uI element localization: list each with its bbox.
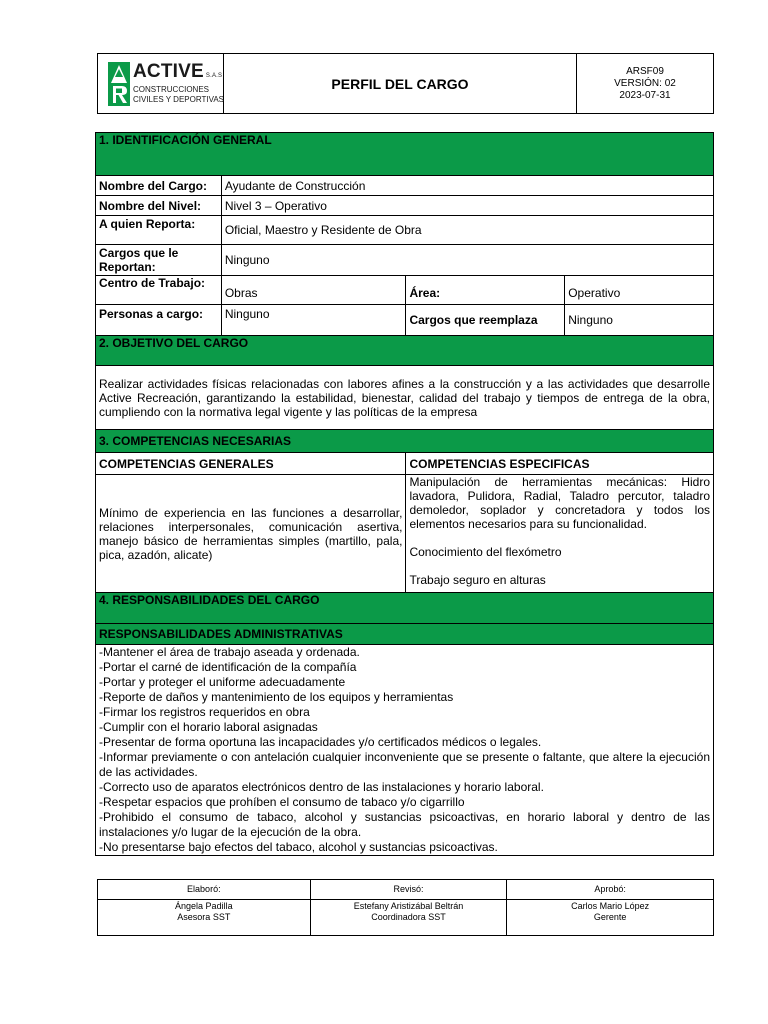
objective-text: Realizar actividades físicas relacionadas con labores afines a la construcción y a las actividades que desarrolle Active Recreación, garantizando la estabilidad, bienestar, calidad del trabajo y tiempos de entrega de la obra, cumpliendo con la normativa legal vigente y las políticas de la empresa <box>96 366 714 430</box>
section-identification-title: 1. IDENTIFICACIÓN GENERAL <box>96 133 714 176</box>
row-personas-cargo <box>96 305 714 336</box>
value-centro-trabajo: Obras <box>221 276 406 305</box>
label-cargos-reportan: Cargos que le Reportan: <box>96 245 222 276</box>
column-competencias-especificas: COMPETENCIAS ESPECIFICAS <box>406 453 714 475</box>
logo-suffix: S.A.S <box>205 73 223 79</box>
value-a-quien-reporta: Oficial, Maestro y Residente de Obra <box>221 216 713 245</box>
document-code: ARSF09 <box>626 65 664 77</box>
list-item: -Cumplir con el horario laboral asignadas <box>99 720 318 734</box>
profile-form <box>95 132 714 856</box>
logo-line-1: CONSTRUCCIONES <box>133 85 210 94</box>
label-personas-cargo: Personas a cargo: <box>96 305 222 336</box>
aprobo-name: Carlos Mario López <box>571 901 650 911</box>
label-area: Área: <box>406 276 565 305</box>
competencias-especificas-cell <box>406 475 714 593</box>
logo-line-2: CIVILES Y DEPORTIVAS <box>133 95 224 104</box>
section-objective-header <box>96 336 714 366</box>
list-item: -Reporte de daños y mantenimiento de los equipos y herramientas <box>99 690 454 704</box>
list-item: -Correcto uso de aparatos electrónicos dentro de las instalaciones y horario laboral. <box>99 780 544 794</box>
label-centro-trabajo: Centro de Trabajo: <box>96 276 222 305</box>
signature-names <box>98 900 714 936</box>
list-item: -Prohibido el consumo de tabaco, alcohol y sustancias psicoactivas, en horario laboral y dentro de las instalaciones y/o lugar de la ejecución de la obra. <box>99 810 710 839</box>
row-objective <box>96 366 714 430</box>
document-title: PERFIL DEL CARGO <box>224 54 577 114</box>
document-date: 2023-07-31 <box>619 89 671 101</box>
row-nombre-cargo <box>96 176 714 196</box>
list-item: -Firmar los registros requeridos en obra <box>99 705 310 719</box>
competencias-generales-text: Mínimo de experiencia en las funciones a desarrollar, relaciones interpersonales, comunicación asertiva, manejo básico de herramientas simples (martillo, pala, pica, azadón, alicate) <box>96 475 406 593</box>
list-item: -Respetar espacios que prohíben el consumo de tabaco y/o cigarrillo <box>99 795 465 809</box>
signature-reviso <box>310 900 507 936</box>
signature-aprobo <box>507 900 714 936</box>
label-cargos-reemplaza: Cargos que reemplaza <box>406 305 565 336</box>
reviso-role: Coordinadora SST <box>371 912 446 922</box>
row-competencies <box>96 475 714 593</box>
label-nombre-cargo: Nombre del Cargo: <box>96 176 222 196</box>
label-aprobo: Aprobó: <box>507 880 714 900</box>
active-logo-icon <box>108 62 130 106</box>
elaboro-name: Ángela Padilla <box>175 901 233 911</box>
row-a-quien-reporta <box>96 216 714 245</box>
label-a-quien-reporta: A quien Reporta: <box>96 216 222 245</box>
signature-labels <box>98 880 714 900</box>
document-version: VERSIÓN: 02 <box>614 77 676 89</box>
list-item: -No presentarse bajo efectos del tabaco, alcohol y sustancias psicoactivas. <box>99 840 498 854</box>
value-personas-cargo: Ninguno <box>221 305 406 336</box>
signature-table <box>97 879 714 936</box>
competencia-especifica-1: Manipulación de herramientas mecánicas: Hidro lavadora, Pulidora, Radial, Taladro percutor, taladro demoledor, soplador y concretadora y todos los elementos necesarios para su funcionalidad. <box>409 475 710 531</box>
value-area: Operativo <box>565 276 714 305</box>
section-responsibilities-subheader <box>96 624 714 645</box>
section-competencies-header <box>96 430 714 453</box>
row-responsibilities <box>96 645 714 856</box>
value-nombre-nivel: Nivel 3 – Operativo <box>221 196 713 216</box>
section-objective-title: 2. OBJETIVO DEL CARGO <box>96 336 714 366</box>
row-competencies-columns <box>96 453 714 475</box>
section-responsibilities-header <box>96 593 714 624</box>
document-meta <box>577 54 714 114</box>
reviso-name: Estefany Aristizábal Beltrán <box>353 901 464 911</box>
document-header <box>97 53 714 114</box>
row-cargos-reportan <box>96 245 714 276</box>
value-nombre-cargo: Ayudante de Construcción <box>221 176 713 196</box>
list-item: -Mantener el área de trabajo aseada y ordenada. <box>99 645 360 659</box>
row-centro-trabajo <box>96 276 714 305</box>
section-responsibilities-subtitle: RESPONSABILIDADES ADMINISTRATIVAS <box>96 624 714 645</box>
signature-elaboro <box>98 900 311 936</box>
list-item: -Portar y proteger el uniforme adecuadamente <box>99 675 346 689</box>
logo-cell <box>98 54 224 114</box>
list-item: -Presentar de forma oportuna las incapacidades y/o certificados médicos o legales. <box>99 735 542 749</box>
label-nombre-nivel: Nombre del Nivel: <box>96 196 222 216</box>
label-reviso: Revisó: <box>310 880 507 900</box>
list-item: -Informar previamente o con antelación cualquier inconveniente que se presente o faltante, que altere la ejecución de las actividades. <box>99 750 710 779</box>
responsibilities-list <box>96 645 714 856</box>
competencia-especifica-2: Conocimiento del flexómetro <box>409 545 562 559</box>
section-identification-header <box>96 133 714 176</box>
column-competencias-generales: COMPETENCIAS GENERALES <box>96 453 406 475</box>
value-cargos-reportan: Ninguno <box>221 245 713 276</box>
value-cargos-reemplaza: Ninguno <box>565 305 714 336</box>
list-item: -Portar el carné de identificación de la compañía <box>99 660 357 674</box>
section-competencies-title: 3. COMPETENCIAS NECESARIAS <box>96 430 714 453</box>
company-logo <box>98 54 223 113</box>
elaboro-role: Asesora SST <box>177 912 231 922</box>
section-responsibilities-title: 4. RESPONSABILIDADES DEL CARGO <box>96 593 714 624</box>
competencia-especifica-3: Trabajo seguro en alturas <box>409 573 546 587</box>
label-elaboro: Elaboró: <box>98 880 311 900</box>
logo-name: ACTIVE S.A.S <box>133 61 223 82</box>
row-nombre-nivel <box>96 196 714 216</box>
aprobo-role: Gerente <box>593 912 627 922</box>
